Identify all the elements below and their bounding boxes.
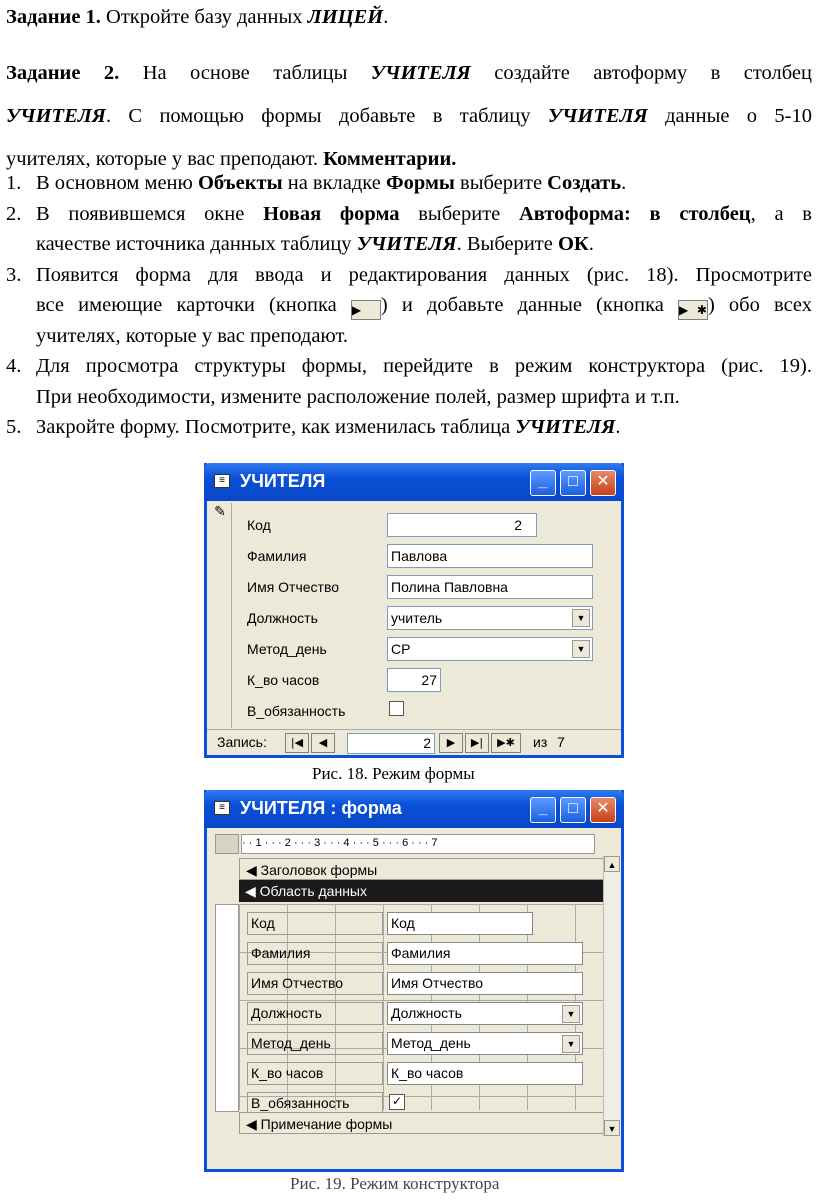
- dropdown-arrow-icon[interactable]: ▼: [572, 609, 590, 627]
- design-label[interactable]: Метод_день: [247, 1032, 383, 1055]
- step-text: выберите: [454, 172, 548, 194]
- step-number: 5.: [6, 416, 22, 438]
- form-header-band[interactable]: [239, 858, 609, 880]
- field-value: учитель: [391, 610, 443, 626]
- dropdown-arrow-icon[interactable]: ▼: [562, 1005, 580, 1023]
- checkbox-control[interactable]: ✓: [389, 1094, 405, 1110]
- dropdown-arrow-icon[interactable]: ▼: [562, 1035, 580, 1053]
- field-input[interactable]: [387, 544, 593, 568]
- form-window: [204, 463, 624, 758]
- step-bold: УЧИТЕЛЯ: [515, 416, 616, 438]
- step-text: Появится форма для ввода и редактирования данных (рис. 18). Просмотрите: [36, 263, 812, 286]
- step-text: Для просмотра структуры формы, перейдите в режим конструктора (рис. 19).: [36, 355, 812, 377]
- step-number: 1.: [6, 172, 22, 194]
- form-footer-band[interactable]: [239, 1112, 609, 1134]
- section-arrow-icon: ◀: [246, 1116, 257, 1132]
- field-input[interactable]: [387, 513, 537, 537]
- minimize-button[interactable]: _: [530, 470, 556, 496]
- vertical-scrollbar[interactable]: [603, 856, 621, 1136]
- of-label: из: [533, 734, 548, 750]
- step-text: на вкладке: [282, 172, 386, 194]
- maximize-button[interactable]: □: [560, 797, 586, 823]
- design-textbox[interactable]: [387, 972, 583, 995]
- record-label: Запись:: [217, 734, 267, 750]
- step-2: [6, 199, 812, 260]
- horizontal-ruler: · · 1 · · · 2 · · · 3 · · · 4 · · · 5 · · · 6 · · · 7: [241, 834, 595, 854]
- window-title: УЧИТЕЛЯ : форма: [240, 798, 402, 818]
- field-label: Код: [247, 517, 271, 533]
- step-bold: Новая форма: [263, 202, 400, 225]
- step-text: При необходимости, измените расположение полей, размер шрифта и т.п.: [36, 385, 680, 408]
- step-text: В основном меню: [36, 172, 198, 194]
- step-text: Закройте форму. Посмотрите, как изменилась таблица: [36, 416, 516, 438]
- design-textbox[interactable]: [387, 1002, 583, 1025]
- step-bold: УЧИТЕЛЯ: [356, 233, 457, 255]
- step-3: [6, 260, 812, 352]
- task2-line1: [6, 52, 812, 95]
- task2-table-3: УЧИТЕЛЯ: [547, 105, 648, 127]
- textbox-source: Должность: [391, 1005, 462, 1021]
- step-text: В появившемся окне: [36, 202, 264, 225]
- last-record-button[interactable]: ▶|: [465, 733, 489, 753]
- task2-table: УЧИТЕЛЯ: [370, 62, 471, 84]
- step-text: качестве источника данных таблицу: [36, 233, 357, 255]
- design-label[interactable]: Должность: [247, 1002, 383, 1025]
- section-arrow-icon: ◀: [246, 862, 257, 878]
- design-textbox[interactable]: [387, 1032, 583, 1055]
- field-value: СР: [391, 641, 411, 657]
- minimize-button[interactable]: _: [530, 797, 556, 823]
- step-text: . Выберите: [456, 233, 558, 255]
- step-number: 3.: [6, 263, 22, 286]
- prev-record-button[interactable]: ◀: [311, 733, 335, 753]
- textbox-source: К_во часов: [391, 1065, 464, 1081]
- scroll-up-icon[interactable]: ▲: [604, 856, 620, 872]
- vertical-ruler: [215, 904, 239, 1112]
- task1-db: ЛИЦЕЙ: [307, 6, 384, 28]
- design-label[interactable]: К_во часов: [247, 1062, 383, 1085]
- design-label[interactable]: Фамилия: [247, 942, 383, 965]
- design-textbox[interactable]: [387, 912, 533, 935]
- field-input[interactable]: [387, 575, 593, 599]
- maximize-button[interactable]: □: [560, 470, 586, 496]
- next-record-icon: ▶: [351, 300, 381, 320]
- ruler-corner[interactable]: [215, 834, 239, 854]
- task2-line2: [6, 95, 812, 138]
- field-label: К_во часов: [247, 672, 320, 688]
- step-text: ) и добавьте данные (кнопка: [380, 294, 678, 316]
- checkbox[interactable]: [389, 701, 404, 716]
- figure-18-caption: Рис. 18. Режим формы: [312, 764, 475, 783]
- step-bold: ОК: [557, 233, 589, 255]
- design-textbox[interactable]: [387, 942, 583, 965]
- detail-label: Область данных: [259, 883, 367, 899]
- record-number-field[interactable]: 2: [347, 733, 435, 754]
- next-record-button[interactable]: ▶: [439, 733, 463, 753]
- window-title: УЧИТЕЛЯ: [240, 471, 326, 491]
- dropdown-arrow-icon[interactable]: ▼: [572, 640, 590, 658]
- field-label: Фамилия: [247, 548, 307, 564]
- textbox-source: Фамилия: [391, 945, 451, 961]
- task2-text: На основе таблицы: [142, 62, 371, 84]
- step-5: [6, 412, 812, 443]
- field-label: Должность: [247, 610, 318, 626]
- design-label[interactable]: Код: [247, 912, 383, 935]
- detail-band[interactable]: [239, 880, 609, 902]
- scroll-down-icon[interactable]: ▼: [604, 1120, 620, 1136]
- field-value: 2: [514, 517, 522, 533]
- new-record-button[interactable]: ▶✱: [491, 733, 521, 753]
- step-line: [36, 199, 812, 230]
- task2-text-d: данные о 5-10: [647, 105, 812, 127]
- field-input[interactable]: [387, 637, 593, 661]
- field-value: Павлова: [391, 548, 448, 564]
- figure-19-caption: Рис. 19. Режим конструктора: [290, 1174, 500, 1193]
- task1-label: Задание 1.: [6, 6, 101, 28]
- form-icon: ≡: [214, 474, 230, 488]
- task2-text-e: учителях, которые у вас преподают.: [6, 148, 324, 170]
- field-input[interactable]: [387, 606, 593, 630]
- task2-comments: Комментарии.: [323, 148, 457, 170]
- task2-label: Задание 2.: [6, 62, 120, 84]
- step-bold: Объекты: [197, 172, 283, 194]
- task1-text: Откройте базу данных: [106, 6, 308, 28]
- form-icon: ≡: [214, 801, 230, 815]
- step-1: [6, 168, 812, 199]
- record-count: 7: [557, 734, 565, 750]
- step-line: [36, 290, 812, 321]
- step-text: .: [621, 172, 627, 194]
- textbox-source: Имя Отчество: [391, 975, 484, 991]
- new-record-icon: ▶✱: [678, 300, 708, 320]
- step-text: выберите: [399, 202, 519, 225]
- first-record-button[interactable]: |◀: [285, 733, 309, 753]
- field-value: Полина Павловна: [391, 579, 508, 595]
- title-bar: [204, 790, 624, 828]
- design-label[interactable]: Имя Отчество: [247, 972, 383, 995]
- task2-text-c: . С помощью формы добавьте в таблицу: [105, 105, 548, 127]
- step-number: 2.: [6, 202, 22, 225]
- design-window: [204, 790, 624, 1172]
- step-4: [6, 351, 812, 412]
- field-input[interactable]: [387, 668, 441, 692]
- header-label: Заголовок формы: [260, 862, 378, 878]
- task2: [6, 52, 812, 181]
- close-button[interactable]: ✕: [590, 470, 616, 496]
- step-text: .: [615, 416, 621, 438]
- title-bar: [204, 463, 624, 501]
- task1-end: .: [383, 6, 389, 28]
- task2-text-b: создайте автоформу в столбец: [470, 62, 812, 84]
- field-label: В_обязанность: [247, 703, 346, 719]
- textbox-source: Код: [391, 915, 415, 931]
- close-button[interactable]: ✕: [590, 797, 616, 823]
- step-text: учителях, которые у вас преподают.: [36, 324, 349, 347]
- section-arrow-icon: ◀: [245, 883, 256, 899]
- step-bold: Создать: [547, 172, 622, 194]
- step-number: 4.: [6, 355, 22, 377]
- record-selector[interactable]: ✎: [209, 503, 232, 728]
- textbox-source: Метод_день: [391, 1035, 471, 1051]
- step-text: .: [588, 233, 594, 255]
- step-text: ) обо всех: [707, 294, 812, 316]
- step-bold: Автоформа: в столбец: [518, 202, 751, 225]
- field-label: Метод_день: [247, 641, 327, 657]
- design-textbox[interactable]: [387, 1062, 583, 1085]
- step-bold: Формы: [386, 172, 455, 194]
- footer-label: Примечание формы: [260, 1116, 393, 1132]
- task1: [6, 6, 388, 29]
- steps-list: [6, 168, 812, 443]
- field-label: Имя Отчество: [247, 579, 340, 595]
- task2-table-2: УЧИТЕЛЯ: [6, 105, 106, 127]
- step-text: все имеющие карточки (кнопка: [36, 294, 351, 316]
- field-value: 27: [421, 672, 437, 688]
- step-text: , а в: [750, 202, 812, 225]
- design-label[interactable]: В_обязанность: [247, 1092, 383, 1115]
- navigation-bar: [207, 729, 621, 756]
